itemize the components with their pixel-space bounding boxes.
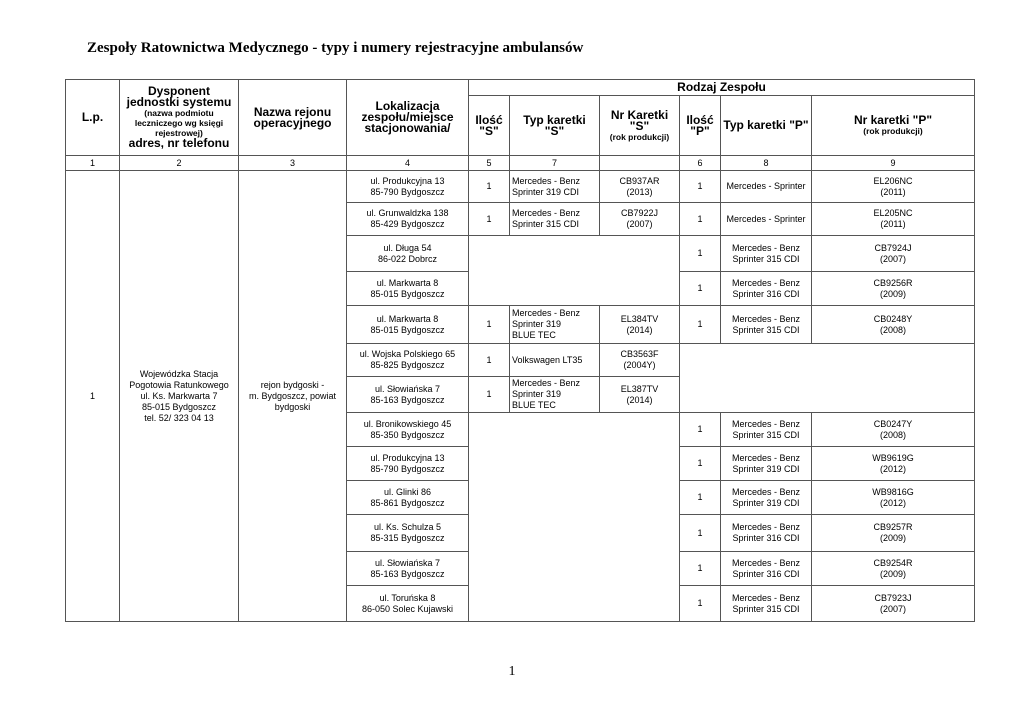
cell-line: Mercedes - Benz <box>731 277 801 288</box>
cell-line: ul. Bronikowskiego 45 <box>363 418 452 429</box>
cell-line: ul. Wojska Polskiego 65 <box>359 349 456 359</box>
cell-line: 85-790 Bydgoszcz <box>370 463 445 474</box>
header-dysponent-2: jednostki systemu <box>126 95 232 109</box>
cell-line: Sprinter 315 CDI <box>732 429 800 440</box>
cell-line: CB9257R <box>873 522 913 532</box>
cell-line: ul. Glinki 86 <box>383 486 432 497</box>
cell-line: BLUE TEC <box>512 400 556 410</box>
cell-line: Mercedes - Sprinter <box>726 213 806 224</box>
cell-line: Mercedes - Benz <box>512 378 581 388</box>
column-number-row <box>66 156 975 171</box>
cell-line: 85-015 Bydgoszcz <box>370 324 445 335</box>
p-nr-cell <box>812 481 975 515</box>
header-nr-p-1: Nr karetki "P" <box>853 113 933 127</box>
cell-line: Mercedes - Benz <box>731 242 801 253</box>
s-type-cell <box>510 344 600 377</box>
location-cell <box>347 515 469 552</box>
lp-cell: 1 <box>66 171 120 622</box>
cell-line: ul. Słowiańska 7 <box>374 557 441 568</box>
cell-line: Sprinter 319 <box>512 319 562 329</box>
cell-line: CB3563F <box>620 349 659 359</box>
cell-line: EL206NC <box>873 175 913 186</box>
header-lokalizacja <box>347 80 469 156</box>
cell-line: Wojewódzka Stacja <box>139 368 219 379</box>
s-qty-cell: 1 <box>469 306 510 344</box>
cell-line: m. Bydgoszcz, powiat <box>248 390 337 401</box>
p-nr-cell <box>812 272 975 306</box>
p-type-cell <box>721 413 812 447</box>
p-qty-cell: 1 <box>680 272 721 306</box>
location-cell <box>347 344 469 377</box>
p-nr-cell <box>812 413 975 447</box>
cell-line: ul. Markwarta 8 <box>376 277 439 288</box>
cell-line: (2009) <box>880 288 907 299</box>
cell-line: tel. 52/ 323 04 13 <box>144 412 214 423</box>
cell-line: Mercedes - Benz <box>731 452 801 463</box>
cell-line: ul. Produkcyjna 13 <box>370 452 445 463</box>
cell-line: WB9816G <box>872 486 914 497</box>
header-typ-s-2: "S" <box>544 123 565 138</box>
header-rejon-2: operacyjnego <box>253 115 332 130</box>
cell-line: 85-350 Bydgoszcz <box>370 429 445 440</box>
cell-line: (2008) <box>880 429 907 440</box>
p-nr-cell <box>812 515 975 552</box>
cell-line: ul. Produkcyjna 13 <box>370 175 445 186</box>
p-nr-cell <box>812 552 975 586</box>
cell-line: Sprinter 315 CDI <box>732 253 800 264</box>
location-cell <box>347 481 469 515</box>
p-type-cell <box>721 171 812 203</box>
cell-line: (2011) <box>880 186 906 197</box>
s-qty-cell: 1 <box>469 171 510 203</box>
cell-line: Sprinter 315 CDI <box>512 219 580 229</box>
p-qty-cell: 1 <box>680 171 721 203</box>
location-cell <box>347 447 469 481</box>
table-row <box>66 171 975 203</box>
header-rejon-1: Nazwa rejonu <box>253 104 332 119</box>
header-ilosc-s-1: Ilość <box>475 112 503 127</box>
cell-line: ul. Ks. Markwarta 7 <box>140 390 218 401</box>
cell-line: EL387TV <box>620 383 659 394</box>
header-dysponent-4: adres, nr telefonu <box>128 136 230 150</box>
cell-line: Mercedes - Benz <box>731 486 801 497</box>
cell-line: Mercedes - Sprinter <box>726 181 806 191</box>
cell-line: (2012) <box>880 463 907 474</box>
cell-line: (2014) <box>626 324 653 335</box>
location-cell <box>347 306 469 344</box>
p-nr-cell <box>812 171 975 203</box>
s-nr-cell <box>600 203 680 236</box>
location-cell <box>347 586 469 622</box>
cell-line: Sprinter 316 CDI <box>732 533 800 543</box>
col-number: 2 <box>120 156 239 171</box>
cell-line: Mercedes - Benz <box>731 313 801 324</box>
cell-line: (2008) <box>880 324 907 335</box>
s-type-cell <box>510 377 600 413</box>
cell-line: WB9619G <box>872 452 914 463</box>
cell-line: Sprinter 315 CDI <box>732 603 800 614</box>
col-number: 7 <box>510 156 600 171</box>
location-cell <box>347 413 469 447</box>
p-type-cell <box>721 306 812 344</box>
cell-line: Sprinter 315 CDI <box>732 324 800 335</box>
cell-line: ul. Słowiańska 7 <box>374 383 441 394</box>
s-qty-cell: 1 <box>469 203 510 236</box>
cell-line: Mercedes - Benz <box>731 522 801 532</box>
col-number: 5 <box>469 156 510 171</box>
header-nr-s-2: "S" <box>629 118 650 133</box>
p-type-cell <box>721 236 812 272</box>
cell-line: Sprinter 316 CDI <box>732 288 800 299</box>
cell-line: (2012) <box>880 497 907 508</box>
cell-line: (2009) <box>880 533 907 543</box>
s-qty-cell: 1 <box>469 377 510 413</box>
cell-line: rejon bydgoski - <box>260 379 325 390</box>
cell-line: EL205NC <box>873 208 913 218</box>
cell-line: (2014) <box>626 394 653 405</box>
cell-line: ul. Ks. Schulza 5 <box>373 522 442 532</box>
p-nr-cell <box>812 236 975 272</box>
cell-line: CB7922J <box>620 208 659 218</box>
p-empty-cell <box>680 344 975 413</box>
p-qty-cell: 1 <box>680 552 721 586</box>
cell-line: ul. Długa 54 <box>383 242 432 253</box>
s-type-cell <box>510 306 600 344</box>
cell-line: (2009) <box>880 568 907 579</box>
header-rodzaj: Rodzaj Zespołu <box>469 80 975 96</box>
p-type-cell <box>721 447 812 481</box>
cell-line: CB0247Y <box>873 418 913 429</box>
header-typ-p: Typ karetki "P" <box>721 96 812 156</box>
cell-line: ul. Toruńska 8 <box>379 592 436 603</box>
document-title: Zespoły Ratownictwa Medycznego - typy i numery rejestracyjne ambulansów <box>87 40 584 56</box>
cell-line: 85-315 Bydgoszcz <box>370 533 445 543</box>
cell-line: 85-163 Bydgoszcz <box>370 394 445 405</box>
s-type-cell <box>510 171 600 203</box>
header-nr-p-2: (rok produkcji) <box>863 126 923 136</box>
cell-line: (2011) <box>880 219 906 229</box>
cell-line: ul. Markwarta 8 <box>376 313 439 324</box>
p-nr-cell <box>812 586 975 622</box>
col-number <box>600 156 680 171</box>
p-type-cell <box>721 272 812 306</box>
header-ilosc-p <box>680 96 721 156</box>
cell-line: 85-429 Bydgoszcz <box>370 219 445 229</box>
cell-line: 85-825 Bydgoszcz <box>370 360 445 370</box>
s-type-cell <box>510 203 600 236</box>
p-qty-cell: 1 <box>680 236 721 272</box>
s-nr-cell <box>600 377 680 413</box>
rejon-cell <box>239 171 347 622</box>
col-number: 6 <box>680 156 721 171</box>
location-cell <box>347 171 469 203</box>
cell-line: 85-015 Bydgoszcz <box>370 288 445 299</box>
p-qty-cell: 1 <box>680 306 721 344</box>
ambulance-table <box>65 79 975 622</box>
cell-line: CB9254R <box>873 557 913 568</box>
p-nr-cell <box>812 306 975 344</box>
p-type-cell <box>721 515 812 552</box>
cell-line: ul. Grunwaldzka 138 <box>366 208 449 218</box>
header-ilosc-s-2: "S" <box>479 123 499 138</box>
cell-line: 85-163 Bydgoszcz <box>370 568 445 579</box>
cell-line: (2007) <box>626 219 653 229</box>
cell-line: Volkswagen LT35 <box>512 354 583 365</box>
cell-line: 85-790 Bydgoszcz <box>370 186 445 197</box>
cell-line: (2007) <box>880 253 907 264</box>
cell-line: EL384TV <box>620 313 659 324</box>
cell-line: CB0248Y <box>873 313 913 324</box>
header-typ-s <box>510 96 600 156</box>
location-cell <box>347 377 469 413</box>
p-qty-cell: 1 <box>680 481 721 515</box>
cell-line: Mercedes - Benz <box>512 175 581 186</box>
header-nr-p <box>812 96 975 156</box>
cell-line: CB7923J <box>874 592 912 603</box>
header-rejon <box>239 80 347 156</box>
s-empty-cell <box>469 236 680 306</box>
cell-line: Sprinter 319 <box>512 389 562 399</box>
p-type-cell <box>721 481 812 515</box>
p-qty-cell: 1 <box>680 413 721 447</box>
header-lok-3: stacjonowania/ <box>364 121 451 135</box>
cell-line: CB9256R <box>873 277 913 288</box>
header-nr-s-1: Nr Karetki <box>610 107 669 122</box>
header-dysponent-1: Dysponent <box>147 84 210 98</box>
cell-line: Mercedes - Benz <box>512 308 581 318</box>
header-nr-s <box>600 96 680 156</box>
s-nr-cell <box>600 171 680 203</box>
cell-line: Sprinter 319 CDI <box>732 463 800 474</box>
cell-line: (2013) <box>626 186 653 197</box>
header-ilosc-p-1: Ilość <box>686 112 714 127</box>
s-empty-cell <box>469 413 680 622</box>
cell-line: Sprinter 316 CDI <box>732 568 800 579</box>
s-nr-cell <box>600 306 680 344</box>
cell-line: 85-861 Bydgoszcz <box>370 497 445 508</box>
cell-line: Sprinter 319 CDI <box>732 497 800 508</box>
col-number: 9 <box>812 156 975 171</box>
cell-line: (2004Y) <box>623 360 656 370</box>
header-lp: L.p. <box>66 80 120 156</box>
cell-line: Pogotowia Ratunkowego <box>129 379 229 390</box>
header-nr-s-3: (rok produkcji) <box>609 131 670 142</box>
col-number: 4 <box>347 156 469 171</box>
header-dysponent-3: (nazwa podmiotu leczniczego wg księgi rejestrowej) <box>134 108 224 138</box>
header-ilosc-p-2: "P" <box>690 123 710 138</box>
cell-line: Mercedes - Benz <box>731 557 801 568</box>
p-qty-cell: 1 <box>680 515 721 552</box>
p-type-cell <box>721 203 812 236</box>
header-lok-2: zespołu/miejsce <box>361 110 454 124</box>
p-nr-cell <box>812 203 975 236</box>
header-dysponent <box>120 80 239 156</box>
p-type-cell <box>721 552 812 586</box>
cell-line: 85-015 Bydgoszcz <box>141 401 217 412</box>
cell-line: (2007) <box>880 603 907 614</box>
header-typ-s-1: Typ karetki <box>523 112 586 127</box>
location-cell <box>347 272 469 306</box>
location-cell <box>347 203 469 236</box>
location-cell <box>347 552 469 586</box>
s-nr-cell <box>600 344 680 377</box>
p-nr-cell <box>812 447 975 481</box>
cell-line: CB937AR <box>619 175 660 186</box>
p-type-cell <box>721 586 812 622</box>
header-lok-1: Lokalizacja <box>375 99 440 113</box>
col-number: 8 <box>721 156 812 171</box>
p-qty-cell: 1 <box>680 203 721 236</box>
cell-line: Mercedes - Benz <box>731 418 801 429</box>
p-qty-cell: 1 <box>680 586 721 622</box>
cell-line: Sprinter 319 CDI <box>512 186 580 197</box>
cell-line: bydgoski <box>274 401 311 412</box>
location-cell <box>347 236 469 272</box>
cell-line: 86-022 Dobrcz <box>377 253 438 264</box>
s-qty-cell: 1 <box>469 344 510 377</box>
p-qty-cell: 1 <box>680 447 721 481</box>
dysponent-cell <box>120 171 239 622</box>
col-number: 1 <box>66 156 120 171</box>
page-number: 1 <box>508 664 516 679</box>
header-ilosc-s <box>469 96 510 156</box>
cell-line: Mercedes - Benz <box>512 208 581 218</box>
cell-line: 86-050 Solec Kujawski <box>361 603 454 614</box>
cell-line: CB7924J <box>874 242 912 253</box>
cell-line: Mercedes - Benz <box>731 592 801 603</box>
col-number: 3 <box>239 156 347 171</box>
cell-line: BLUE TEC <box>512 330 556 340</box>
